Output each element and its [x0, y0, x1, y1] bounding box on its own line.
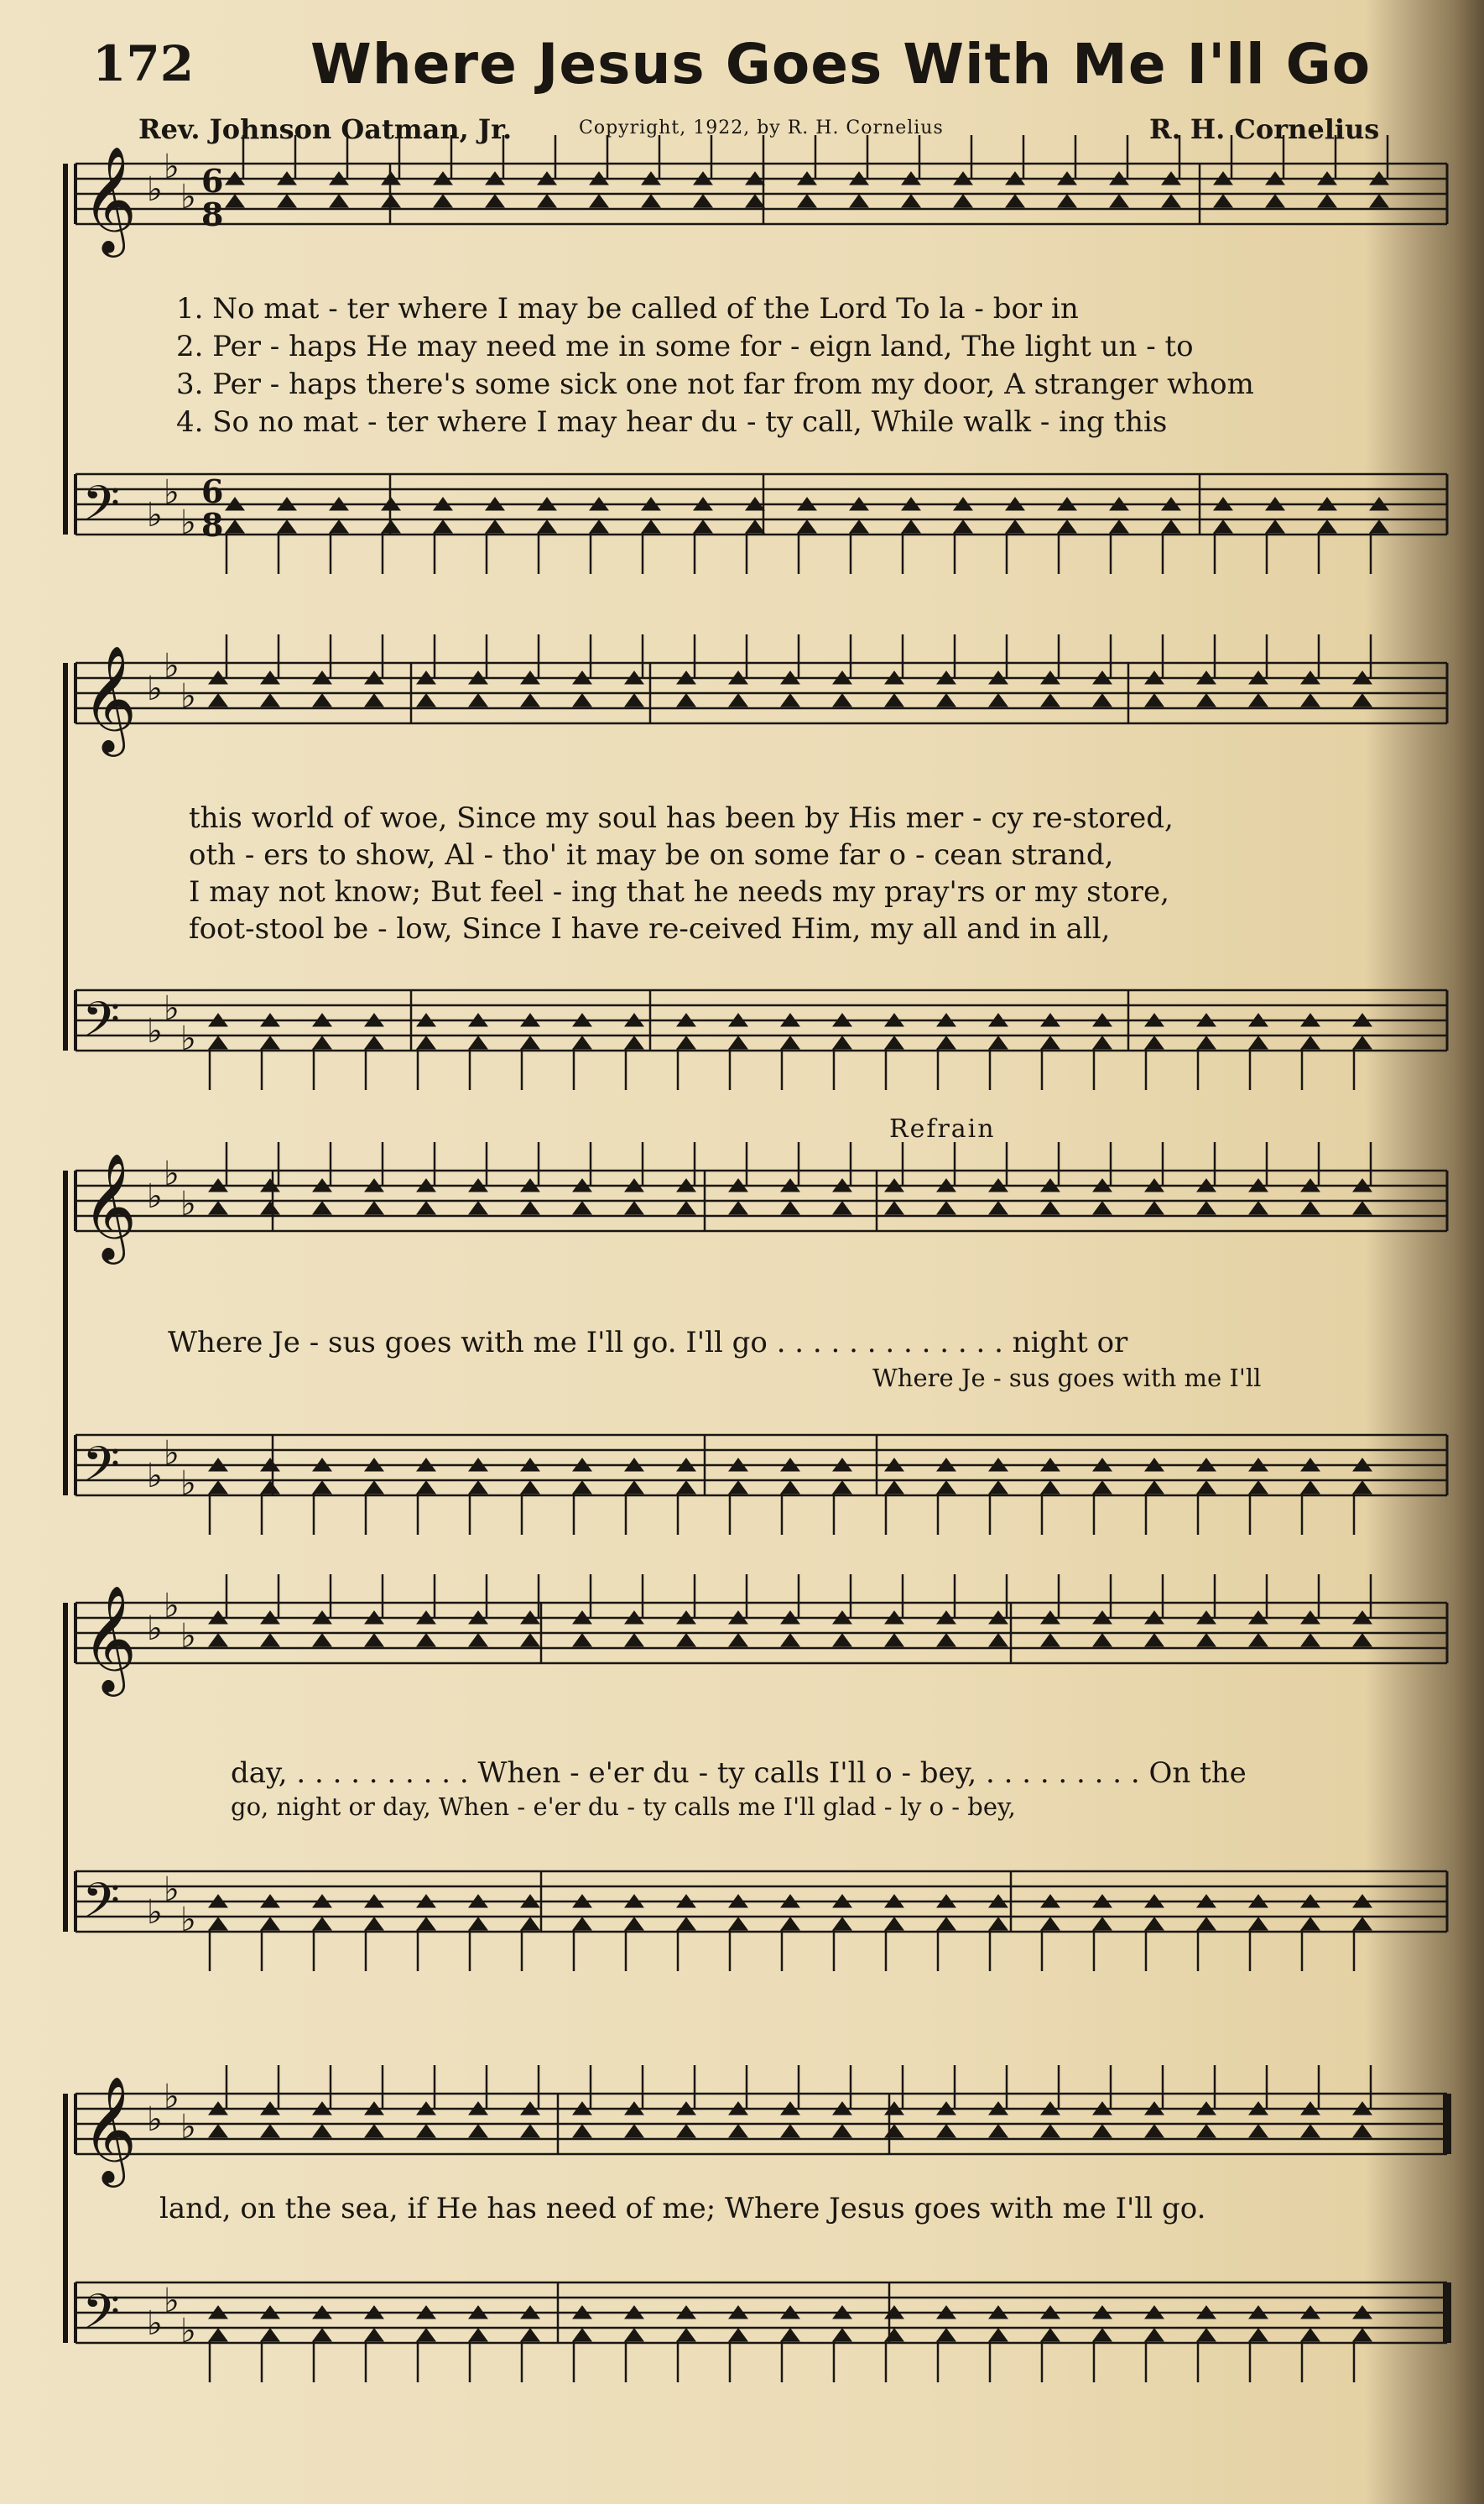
- shape-note: [1162, 520, 1180, 533]
- shape-note: [954, 195, 972, 207]
- shape-note: [781, 1634, 799, 1646]
- shape-note: [1006, 195, 1024, 207]
- shape-note: [1197, 2329, 1216, 2341]
- shape-note: [278, 520, 296, 533]
- shape-note: [1318, 195, 1336, 207]
- flat-icon: ♭: [180, 2312, 196, 2350]
- shape-note: [989, 1036, 1008, 1049]
- shape-note: [937, 1634, 955, 1646]
- flat-icon: ♭: [180, 178, 196, 216]
- verse-2-line-1: 2. Per - haps He may need me in some for - eign land, The light un - to: [176, 330, 1194, 363]
- shape-note: [1370, 520, 1388, 533]
- shape-note: [573, 1917, 591, 1930]
- composer-credit: R. H. Cornelius: [1149, 113, 1380, 145]
- shape-note: [833, 1036, 851, 1049]
- shape-note: [1058, 195, 1076, 207]
- shape-note: [989, 2125, 1008, 2137]
- shape-note: [989, 1202, 1008, 1214]
- shape-note: [573, 1036, 591, 1049]
- shape-note: [313, 2125, 331, 2137]
- shape-note: [989, 1917, 1008, 1930]
- treble-clef-icon: 𝄞: [82, 145, 138, 253]
- shape-note: [781, 1036, 799, 1049]
- time-signature-top: 6: [201, 472, 224, 510]
- shape-note: [1110, 520, 1128, 533]
- flat-icon: ♭: [164, 647, 180, 686]
- shape-note: [313, 1036, 331, 1049]
- shape-note: [1093, 694, 1112, 707]
- shape-note: [1266, 520, 1284, 533]
- shape-note: [625, 1917, 643, 1930]
- bass-clef-icon: 𝄢: [82, 475, 121, 544]
- shape-note: [573, 1481, 591, 1494]
- shape-note: [1301, 694, 1320, 707]
- shape-note: [729, 694, 747, 707]
- shape-note: [209, 1036, 227, 1049]
- shape-note: [833, 2125, 851, 2137]
- treble-clef-icon: 𝄞: [82, 644, 138, 752]
- flat-icon: ♭: [147, 1609, 163, 1648]
- shape-note: [1249, 1634, 1268, 1646]
- treble-clef-icon: 𝄞: [82, 1152, 138, 1260]
- shape-note: [1214, 195, 1232, 207]
- shape-note: [781, 694, 799, 707]
- flat-icon: ♭: [180, 503, 196, 542]
- shape-note: [902, 520, 920, 533]
- shape-note: [417, 2329, 435, 2341]
- flat-icon: ♭: [147, 1177, 163, 1216]
- flat-icon: ♭: [164, 473, 180, 512]
- shape-note: [1145, 1917, 1164, 1930]
- treble-clef-icon: 𝄞: [82, 2075, 138, 2183]
- shape-note: [937, 1036, 955, 1049]
- verse-3-line-1: 3. Per - haps there's some sick one not far from my door, A stranger whom: [176, 368, 1254, 401]
- shape-note: [1093, 1634, 1112, 1646]
- flat-icon: ♭: [180, 1901, 196, 1939]
- shape-note: [677, 2125, 695, 2137]
- shape-note: [1145, 694, 1164, 707]
- shape-note: [1093, 1481, 1112, 1494]
- shape-note: [885, 1481, 903, 1494]
- shape-note: [1301, 1917, 1320, 1930]
- shape-note: [642, 520, 660, 533]
- verse-4-line-2: foot-stool be - low, Since I have re-ceived Him, my all and in all,: [189, 912, 1111, 946]
- shape-note: [261, 694, 279, 707]
- flat-icon: ♭: [147, 1893, 163, 1932]
- shape-note: [625, 1634, 643, 1646]
- shape-note: [313, 1917, 331, 1930]
- flat-icon: ♭: [180, 1020, 196, 1058]
- copyright-notice: Copyright, 1922, by R. H. Cornelius: [579, 117, 944, 138]
- shape-note: [538, 195, 556, 207]
- shape-note: [625, 2329, 643, 2341]
- shape-note: [209, 2329, 227, 2341]
- shape-note: [365, 1036, 383, 1049]
- shape-note: [937, 2125, 955, 2137]
- shape-note: [1093, 2125, 1112, 2137]
- shape-note: [798, 195, 816, 207]
- shape-note: [417, 694, 435, 707]
- shape-note: [261, 2329, 279, 2341]
- bass-clef-icon: 𝄢: [82, 2283, 121, 2352]
- shape-note: [1041, 694, 1060, 707]
- shape-note: [469, 1202, 487, 1214]
- flat-icon: ♭: [147, 496, 163, 535]
- shape-note: [573, 694, 591, 707]
- shape-note: [677, 1036, 695, 1049]
- shape-note: [625, 1481, 643, 1494]
- shape-note: [261, 1917, 279, 1930]
- shape-note: [1370, 195, 1388, 207]
- shape-note: [1249, 1202, 1268, 1214]
- shape-note: [1249, 1917, 1268, 1930]
- shape-note: [261, 1481, 279, 1494]
- shape-note: [573, 1634, 591, 1646]
- shape-note: [1301, 1036, 1320, 1049]
- shape-note: [521, 1036, 539, 1049]
- shape-note: [1353, 694, 1372, 707]
- shape-note: [833, 1202, 851, 1214]
- shape-note: [330, 520, 348, 533]
- shape-note: [469, 1917, 487, 1930]
- shape-note: [937, 1202, 955, 1214]
- shape-note: [781, 2329, 799, 2341]
- flat-icon: ♭: [180, 1185, 196, 1223]
- shape-note: [209, 1202, 227, 1214]
- shape-note: [1041, 1917, 1060, 1930]
- flat-icon: ♭: [147, 1457, 163, 1495]
- shape-note: [885, 694, 903, 707]
- shape-note: [1266, 195, 1284, 207]
- shape-note: [850, 195, 868, 207]
- shape-note: [1006, 520, 1024, 533]
- shape-note: [729, 1481, 747, 1494]
- flat-icon: ♭: [164, 989, 180, 1028]
- verse-3-line-2: I may not know; But feel - ing that he needs my pray'rs or my store,: [189, 875, 1169, 909]
- flat-icon: ♭: [147, 670, 163, 708]
- shape-note: [209, 1481, 227, 1494]
- shape-note: [365, 1481, 383, 1494]
- shape-note: [1249, 2329, 1268, 2341]
- shape-note: [417, 1917, 435, 1930]
- shape-note: [313, 694, 331, 707]
- flat-icon: ♭: [164, 2078, 180, 2116]
- flat-icon: ♭: [164, 148, 180, 186]
- bass-clef-icon: 𝄢: [82, 1436, 121, 1505]
- shape-note: [469, 2125, 487, 2137]
- shape-note: [209, 1917, 227, 1930]
- shape-note: [1093, 2329, 1112, 2341]
- refrain-echo-2: go, night or day, When - e'er du - ty calls me I'll glad - ly o - bey,: [231, 1792, 1016, 1821]
- time-signature-bottom: 8: [201, 196, 224, 233]
- shape-note: [1353, 1634, 1372, 1646]
- shape-note: [694, 195, 712, 207]
- shape-note: [209, 2125, 227, 2137]
- shape-note: [729, 1036, 747, 1049]
- time-signature-bottom: 8: [201, 506, 224, 544]
- flat-icon: ♭: [147, 2100, 163, 2139]
- shape-note: [677, 694, 695, 707]
- shape-note: [573, 2125, 591, 2137]
- shape-note: [1249, 694, 1268, 707]
- shape-note: [729, 1917, 747, 1930]
- shape-note: [1162, 195, 1180, 207]
- shape-note: [833, 1917, 851, 1930]
- verse-1-line-1: 1. No mat - ter where I may be called of the Lord To la - bor in: [176, 292, 1079, 326]
- shape-note: [1197, 2125, 1216, 2137]
- shape-note: [885, 1917, 903, 1930]
- shape-note: [226, 520, 244, 533]
- shape-note: [521, 2125, 539, 2137]
- shape-note: [902, 195, 920, 207]
- shape-note: [1318, 520, 1336, 533]
- shape-note: [1093, 1202, 1112, 1214]
- shape-note: [1145, 1202, 1164, 1214]
- verse-1-line-2: this world of woe, Since my soul has been by His mer - cy re-stored,: [189, 801, 1174, 835]
- flat-icon: ♭: [180, 2108, 196, 2147]
- flat-icon: ♭: [164, 1587, 180, 1625]
- shape-note: [590, 520, 608, 533]
- shape-note: [521, 1202, 539, 1214]
- shape-note: [417, 1202, 435, 1214]
- shape-note: [781, 1481, 799, 1494]
- shape-note: [1145, 1036, 1164, 1049]
- shape-note: [1041, 1036, 1060, 1049]
- shape-note: [1353, 1036, 1372, 1049]
- shape-note: [885, 1202, 903, 1214]
- flat-icon: ♭: [164, 2282, 180, 2320]
- bass-clef-icon: 𝄢: [82, 991, 121, 1060]
- shape-note: [729, 1634, 747, 1646]
- shape-note: [417, 1634, 435, 1646]
- shape-note: [330, 195, 348, 207]
- shape-note: [365, 2329, 383, 2341]
- flat-icon: ♭: [164, 1155, 180, 1193]
- shape-note: [434, 195, 452, 207]
- shape-note: [833, 1481, 851, 1494]
- flat-icon: ♭: [180, 1464, 196, 1503]
- shape-note: [417, 1481, 435, 1494]
- shape-note: [937, 1481, 955, 1494]
- shape-note: [261, 2125, 279, 2137]
- shape-note: [365, 1917, 383, 1930]
- shape-note: [538, 520, 556, 533]
- shape-note: [1214, 520, 1232, 533]
- shape-note: [1353, 2329, 1372, 2341]
- shape-note: [677, 1202, 695, 1214]
- shape-note: [469, 694, 487, 707]
- shape-note: [833, 694, 851, 707]
- shape-note: [729, 1202, 747, 1214]
- refrain-line-2: day, . . . . . . . . . . When - e'er du - ty calls I'll o - bey, . . . . . . . . . On the: [231, 1756, 1247, 1790]
- shape-note: [746, 195, 764, 207]
- shape-note: [1249, 1481, 1268, 1494]
- shape-note: [677, 1917, 695, 1930]
- shape-note: [1041, 2329, 1060, 2341]
- refrain-label: Refrain: [889, 1114, 996, 1144]
- shape-note: [989, 1481, 1008, 1494]
- shape-note: [261, 1036, 279, 1049]
- shape-note: [365, 1202, 383, 1214]
- shape-note: [833, 2329, 851, 2341]
- shape-note: [313, 2329, 331, 2341]
- shape-note: [1145, 1634, 1164, 1646]
- shape-note: [365, 1634, 383, 1646]
- refrain-echo-1: Where Je - sus goes with me I'll: [872, 1364, 1262, 1392]
- hymn-title: Where Jesus Goes With Me I'll Go: [310, 32, 1372, 97]
- shape-note: [746, 520, 764, 533]
- shape-note: [781, 1917, 799, 1930]
- shape-note: [1093, 1917, 1112, 1930]
- shape-note: [417, 1036, 435, 1049]
- shape-note: [677, 1481, 695, 1494]
- shape-note: [573, 1202, 591, 1214]
- flat-icon: ♭: [180, 1617, 196, 1656]
- shape-note: [469, 1481, 487, 1494]
- shape-note: [1197, 1634, 1216, 1646]
- shape-note: [989, 1634, 1008, 1646]
- shape-note: [469, 2329, 487, 2341]
- shape-note: [469, 1634, 487, 1646]
- shape-note: [417, 2125, 435, 2137]
- shape-note: [226, 195, 244, 207]
- shape-note: [1301, 1481, 1320, 1494]
- treble-clef-icon: 𝄞: [82, 1584, 138, 1692]
- shape-note: [382, 520, 400, 533]
- shape-note: [625, 694, 643, 707]
- shape-note: [937, 2329, 955, 2341]
- shape-note: [642, 195, 660, 207]
- shape-note: [1145, 2329, 1164, 2341]
- shape-note: [954, 520, 972, 533]
- shape-note: [209, 1634, 227, 1646]
- shape-note: [885, 2125, 903, 2137]
- shape-note: [1301, 2329, 1320, 2341]
- refrain-line-3: land, on the sea, if He has need of me; Where Jesus goes with me I'll go.: [159, 2192, 1206, 2225]
- shape-note: [278, 195, 296, 207]
- shape-note: [521, 2329, 539, 2341]
- shape-note: [850, 520, 868, 533]
- shape-note: [937, 1917, 955, 1930]
- shape-note: [781, 1202, 799, 1214]
- shape-note: [486, 195, 504, 207]
- shape-note: [1041, 1202, 1060, 1214]
- shape-note: [937, 694, 955, 707]
- shape-note: [1301, 1202, 1320, 1214]
- verse-2-line-2: oth - ers to show, Al - tho' it may be on some far o - cean strand,: [189, 838, 1114, 872]
- shape-note: [798, 520, 816, 533]
- shape-note: [313, 1634, 331, 1646]
- shape-note: [521, 1481, 539, 1494]
- shape-note: [677, 1634, 695, 1646]
- shape-note: [521, 694, 539, 707]
- shape-note: [1145, 1481, 1164, 1494]
- flat-icon: ♭: [180, 677, 196, 716]
- shape-note: [781, 2125, 799, 2137]
- shape-note: [989, 694, 1008, 707]
- flat-icon: ♭: [164, 1870, 180, 1909]
- shape-note: [1093, 1036, 1112, 1049]
- shape-note: [1353, 1202, 1372, 1214]
- shape-note: [521, 1634, 539, 1646]
- shape-note: [1353, 2125, 1372, 2137]
- bass-clef-icon: 𝄢: [82, 1872, 121, 1941]
- shape-note: [989, 2329, 1008, 2341]
- shape-note: [1197, 1202, 1216, 1214]
- author-credit: Rev. Johnson Oatman, Jr.: [138, 113, 513, 145]
- shape-note: [313, 1481, 331, 1494]
- shape-note: [209, 694, 227, 707]
- verse-4-line-1: 4. So no mat - ter where I may hear du - ty call, While walk - ing this: [176, 405, 1168, 439]
- shape-note: [261, 1634, 279, 1646]
- shape-note: [521, 1917, 539, 1930]
- shape-note: [885, 2329, 903, 2341]
- shape-note: [382, 195, 400, 207]
- shape-note: [365, 694, 383, 707]
- shape-note: [677, 2329, 695, 2341]
- shape-note: [729, 2329, 747, 2341]
- shape-note: [833, 1634, 851, 1646]
- flat-icon: ♭: [147, 2304, 163, 2343]
- shape-note: [1249, 1036, 1268, 1049]
- shape-note: [1301, 1634, 1320, 1646]
- shape-note: [1041, 1481, 1060, 1494]
- shape-note: [1353, 1481, 1372, 1494]
- shape-note: [1249, 2125, 1268, 2137]
- shape-note: [625, 1036, 643, 1049]
- shape-note: [590, 195, 608, 207]
- shape-note: [1110, 195, 1128, 207]
- shape-note: [365, 2125, 383, 2137]
- shape-note: [469, 1036, 487, 1049]
- shape-note: [1058, 520, 1076, 533]
- shape-note: [1145, 2125, 1164, 2137]
- shape-note: [625, 1202, 643, 1214]
- shape-note: [694, 520, 712, 533]
- shape-note: [885, 1634, 903, 1646]
- shape-note: [261, 1202, 279, 1214]
- shape-note: [1041, 1634, 1060, 1646]
- time-signature-top: 6: [201, 162, 224, 200]
- flat-icon: ♭: [147, 170, 163, 209]
- flat-icon: ♭: [164, 1434, 180, 1473]
- flat-icon: ♭: [147, 1012, 163, 1051]
- shape-note: [729, 2125, 747, 2137]
- shape-note: [1197, 694, 1216, 707]
- shape-note: [1197, 1917, 1216, 1930]
- shape-note: [625, 2125, 643, 2137]
- shape-note: [434, 520, 452, 533]
- shape-note: [573, 2329, 591, 2341]
- shape-note: [1041, 2125, 1060, 2137]
- shape-note: [1197, 1481, 1216, 1494]
- shape-note: [1197, 1036, 1216, 1049]
- shape-note: [1301, 2125, 1320, 2137]
- shape-note: [1353, 1917, 1372, 1930]
- shape-note: [313, 1202, 331, 1214]
- refrain-line-1: Where Je - sus goes with me I'll go. I'll go . . . . . . . . . . . . . night or: [168, 1326, 1128, 1359]
- shape-note: [885, 1036, 903, 1049]
- hymn-number: 172: [92, 35, 195, 92]
- shape-note: [486, 520, 504, 533]
